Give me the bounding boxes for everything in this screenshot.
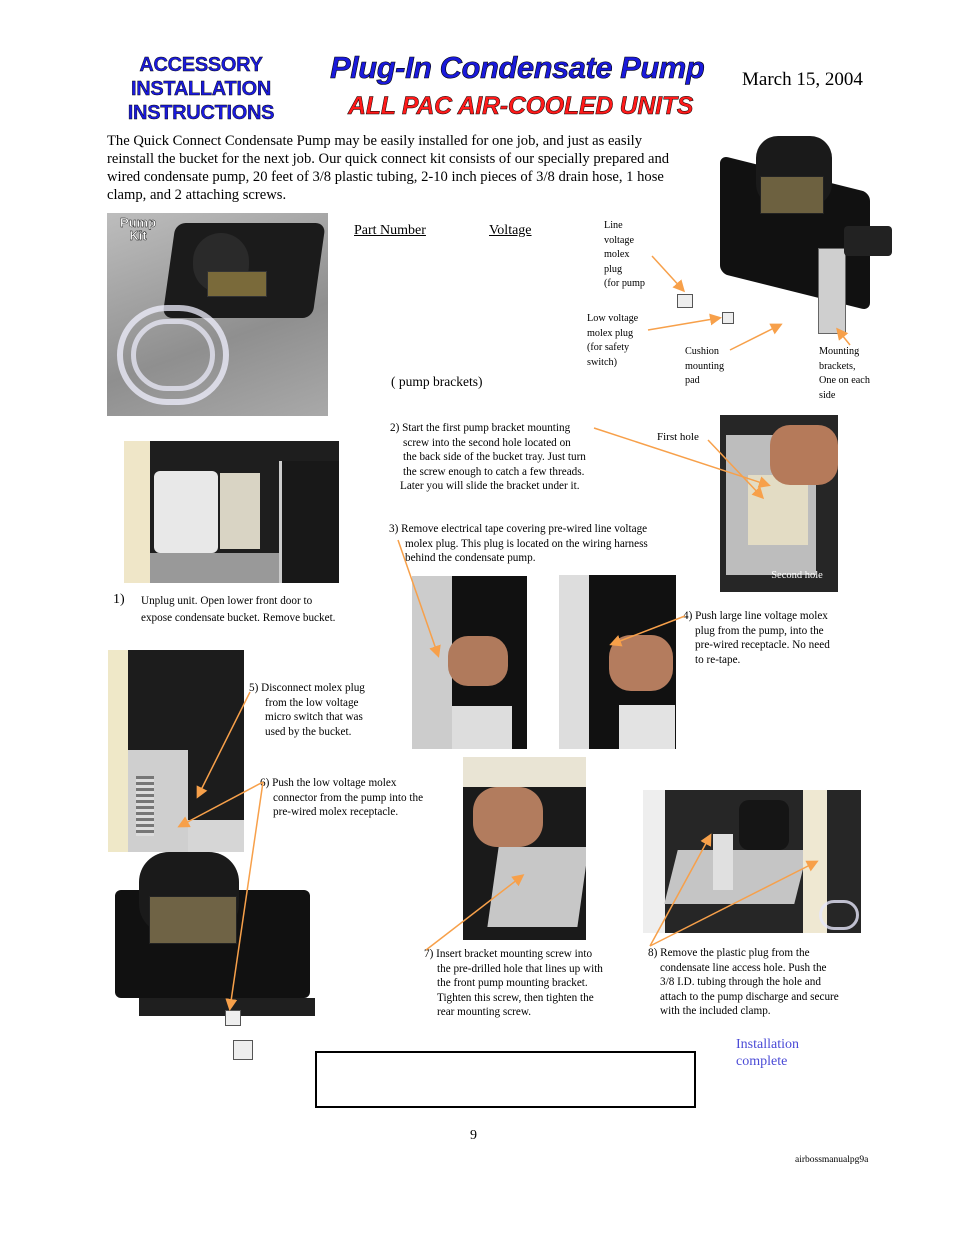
- step6-line3: pre-wired molex receptacle.: [273, 806, 399, 818]
- step2-line5: Later you will slide the bracket under it.: [400, 480, 580, 492]
- step2-line3: the back side of the bucket tray. Just turn: [403, 451, 586, 463]
- step2-line1: 2) Start the first pump bracket mounting: [390, 422, 571, 434]
- step5-line4: used by the bucket.: [265, 725, 352, 738]
- callout-low-voltage-1: Low voltage: [587, 313, 639, 324]
- callout-brackets-4: side: [819, 389, 836, 401]
- callout-line-voltage-3: molex: [604, 249, 630, 260]
- step8-line2: condensate line access hole. Push the: [660, 961, 827, 974]
- callout-line-voltage-1: Line: [604, 220, 623, 231]
- step8-line3: 3/8 I.D. tubing through the hole and: [660, 976, 821, 988]
- callout-brackets-2: brackets,: [819, 360, 856, 372]
- pump-brackets-note: ( pump brackets): [391, 374, 483, 389]
- step4-line2: plug from the pump, into the: [695, 624, 824, 637]
- arrow-step5: [198, 692, 250, 796]
- page-subtitle: ALL PAC AIR-COOLED UNITS: [348, 92, 694, 120]
- step7-line2: the pre-drilled hole that lines up with: [437, 962, 603, 975]
- arrow-step6a: [180, 782, 263, 826]
- step7-line3: the front pump mounting bracket.: [437, 977, 588, 989]
- step1-number: 1): [113, 592, 125, 607]
- arrow-cushion: [730, 325, 780, 350]
- callout-cushion-1: Cushion: [685, 346, 719, 357]
- arrow-step7: [426, 876, 522, 950]
- step4-line1: 4) Push large line voltage molex: [683, 610, 828, 622]
- step8-line5: with the included clamp.: [660, 1005, 771, 1017]
- callout-cushion-2: mounting: [685, 360, 725, 372]
- arrow-low-voltage: [648, 318, 719, 330]
- callout-cushion-3: pad: [685, 375, 700, 386]
- arrow-step3: [398, 540, 438, 655]
- arrow-step8b: [650, 862, 816, 946]
- step8-line1: 8) Remove the plastic plug from the: [648, 947, 810, 959]
- step7-line4: Tighten this screw, then tighten the: [437, 991, 594, 1004]
- pump-kit-label-line1: Pump: [119, 215, 157, 230]
- step2-line2: screw into the second hole located on: [403, 436, 571, 449]
- callout-line-voltage-2: voltage: [604, 234, 634, 246]
- step5-line1: 5) Disconnect molex plug: [249, 682, 365, 694]
- callout-line-voltage-5: (for pump: [604, 278, 646, 289]
- installation-complete-line1: Installation: [736, 1037, 799, 1052]
- installation-complete-line2: complete: [736, 1054, 788, 1069]
- step1-text-line1: Unplug unit. Open lower front door to: [141, 595, 313, 607]
- step2-line4: the screw enough to catch a few threads.: [403, 465, 585, 478]
- arrow-step6b: [230, 782, 263, 1008]
- accessory-line-3: INSTRUCTIONS: [127, 102, 275, 124]
- page-title: Plug-In Condensate Pump: [330, 50, 705, 85]
- arrow-step8a: [650, 836, 710, 946]
- step4-line4: to re-tape.: [695, 653, 741, 666]
- part-number-header: Part Number: [354, 223, 426, 238]
- step5-line2: from the low voltage: [265, 696, 359, 709]
- step7-line5: rear mounting screw.: [437, 1006, 532, 1018]
- intro-paragraph: The Quick Connect Condensate Pump may be easily installed for one job, and just as easily reinstall the bucket for the next job. Our quick connect kit consists of our specially prepared and wired condensate pump, 20 feet of 3/8 plastic tubing, 2-10 inch pieces of 3/8 drain hose, 1 hose clamp, and 2 attaching screws.: [107, 133, 670, 203]
- voltage-header: Voltage: [489, 223, 532, 238]
- label-second-hole: Second hole: [771, 570, 823, 581]
- accessory-line-1: ACCESSORY: [139, 54, 263, 76]
- callout-low-voltage-3: (for safety: [587, 342, 630, 353]
- step3-line3: behind the condensate pump.: [405, 552, 536, 564]
- document-date: March 15, 2004: [742, 69, 863, 90]
- arrow-brackets: [838, 330, 850, 345]
- step4-line3: pre-wired receptacle. No need: [695, 639, 830, 651]
- callout-low-voltage-4: switch): [587, 356, 617, 368]
- step6-line2: connector from the pump into the: [273, 791, 424, 804]
- callout-low-voltage-2: molex plug: [587, 327, 634, 339]
- arrow-line-voltage: [652, 256, 683, 290]
- step5-line3: micro switch that was: [265, 711, 363, 723]
- label-first-hole: First hole: [657, 431, 699, 443]
- step1-text-line2: expose condensate bucket. Remove bucket.: [141, 612, 336, 624]
- step3-line2: molex plug. This plug is located on the wiring harness: [405, 537, 648, 550]
- callout-line-voltage-4: plug: [604, 263, 623, 275]
- step7-line1: 7) Insert bracket mounting screw into: [424, 948, 593, 960]
- callout-brackets-3: One on each: [819, 375, 870, 386]
- page-number: 9: [470, 1128, 477, 1143]
- step8-line4: attach to the pump discharge and secure: [660, 990, 839, 1003]
- arrow-step4: [612, 616, 685, 644]
- step6-line1: 6) Push the low voltage molex: [260, 777, 397, 789]
- pump-kit-label-line2: Kit: [129, 228, 147, 243]
- footer-code: airbossmanualpg9a: [795, 1155, 869, 1165]
- step3-line1: 3) Remove electrical tape covering pre-wired line voltage: [389, 523, 648, 535]
- callout-brackets-1: Mounting: [819, 346, 860, 357]
- accessory-line-2: INSTALLATION: [130, 78, 272, 100]
